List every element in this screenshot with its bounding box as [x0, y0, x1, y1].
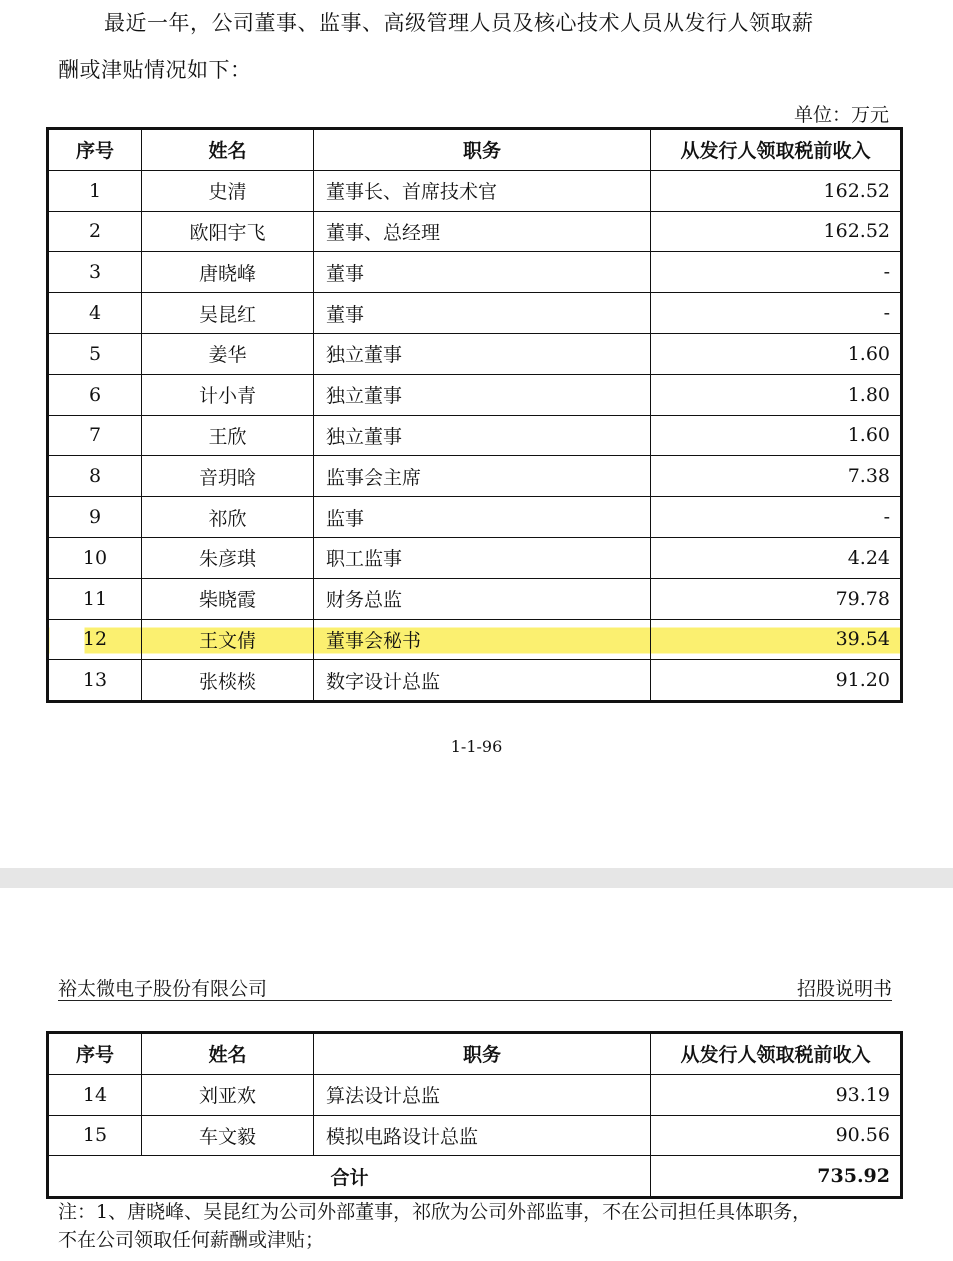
row-amount: 7.38 — [651, 456, 902, 497]
page-number: 1-1-96 — [450, 737, 503, 756]
footnote-line-1: 注：1、唐晓峰、吴昆红为公司外部董事，祁欣为公司外部监事，不在公司担任具体职务， — [58, 1201, 812, 1223]
row-amount: 4.24 — [651, 537, 902, 578]
row-amount: - — [651, 497, 902, 538]
table-row — [48, 211, 902, 252]
table-row — [48, 374, 902, 415]
total-amount: 735.92 — [651, 1156, 902, 1198]
row-no: 1 — [48, 170, 142, 211]
table-row — [48, 497, 902, 538]
intro-line-2: 酬或津贴情况如下： — [58, 58, 252, 82]
table-row — [48, 578, 902, 619]
row-position: 董事、总经理 — [314, 211, 651, 252]
row-name: 朱彦琪 — [142, 537, 314, 578]
table-row — [48, 170, 902, 211]
row-name: 王欣 — [142, 415, 314, 456]
table-row — [48, 1115, 902, 1156]
row-amount: 162.52 — [651, 211, 902, 252]
row-name: 史清 — [142, 170, 314, 211]
row-position: 独立董事 — [314, 415, 651, 456]
compensation-table — [46, 127, 903, 703]
total-label: 合计 — [48, 1156, 651, 1198]
row-position: 董事长、首席技术官 — [314, 170, 651, 211]
row-position: 独立董事 — [314, 374, 651, 415]
header-name: 姓名 — [142, 1033, 314, 1075]
row-no: 4 — [48, 293, 142, 334]
row-amount: 162.52 — [651, 170, 902, 211]
page-header — [58, 974, 892, 1001]
row-name: 姜华 — [142, 333, 314, 374]
row-amount: 79.78 — [651, 578, 902, 619]
row-position: 算法设计总监 — [314, 1074, 651, 1115]
row-no: 5 — [48, 333, 142, 374]
row-no: 15 — [48, 1115, 142, 1156]
company-name: 裕太微电子股份有限公司 — [58, 978, 268, 1000]
footnote-line-2: 不在公司领取任何薪酬或津贴； — [58, 1229, 325, 1251]
table-row — [48, 252, 902, 293]
row-amount: 93.19 — [651, 1074, 902, 1115]
table-row — [48, 537, 902, 578]
header-position: 职务 — [314, 129, 651, 171]
row-position: 独立董事 — [314, 333, 651, 374]
total-row — [48, 1156, 902, 1198]
header-no: 序号 — [48, 1033, 142, 1075]
row-name: 张棪棪 — [142, 660, 314, 702]
row-name: 计小青 — [142, 374, 314, 415]
row-name: 吴昆红 — [142, 293, 314, 334]
row-no: 11 — [48, 578, 142, 619]
row-position: 财务总监 — [314, 578, 651, 619]
header-name: 姓名 — [142, 129, 314, 171]
row-amount: 39.54 — [651, 619, 902, 660]
header-no: 序号 — [48, 129, 142, 171]
row-name: 王文倩 — [142, 619, 314, 660]
document-page-2 — [0, 888, 953, 1261]
row-amount: - — [651, 252, 902, 293]
unit-label: 单位：万元 — [793, 104, 889, 126]
header-amount: 从发行人领取税前收入 — [651, 1033, 902, 1075]
row-no: 13 — [48, 660, 142, 702]
row-position: 董事 — [314, 293, 651, 334]
row-no: 14 — [48, 1074, 142, 1115]
row-amount: 1.60 — [651, 415, 902, 456]
row-no: 3 — [48, 252, 142, 293]
row-amount: 90.56 — [651, 1115, 902, 1156]
row-name: 车文毅 — [142, 1115, 314, 1156]
row-amount: - — [651, 293, 902, 334]
row-name: 柴晓霞 — [142, 578, 314, 619]
row-no: 6 — [48, 374, 142, 415]
row-no: 2 — [48, 211, 142, 252]
row-amount: 1.80 — [651, 374, 902, 415]
row-amount: 91.20 — [651, 660, 902, 702]
table-row — [48, 660, 902, 702]
row-position: 董事会秘书 — [314, 619, 651, 660]
row-name: 唐晓峰 — [142, 252, 314, 293]
row-position: 董事 — [314, 252, 651, 293]
row-position: 监事会主席 — [314, 456, 651, 497]
row-position: 数字设计总监 — [314, 660, 651, 702]
page-separator — [0, 868, 953, 888]
row-no: 7 — [48, 415, 142, 456]
row-name: 欧阳宇飞 — [142, 211, 314, 252]
table-header-row — [48, 129, 902, 171]
table-row — [48, 619, 902, 660]
table-header-row — [48, 1033, 902, 1075]
table-row — [48, 293, 902, 334]
intro-paragraph — [58, 0, 894, 94]
table-row — [48, 333, 902, 374]
row-no: 8 — [48, 456, 142, 497]
header-amount: 从发行人领取税前收入 — [651, 129, 902, 171]
row-position: 监事 — [314, 497, 651, 538]
table-row — [48, 456, 902, 497]
document-type: 招股说明书 — [796, 978, 892, 1000]
row-name: 音玥晗 — [142, 456, 314, 497]
footnote — [58, 1198, 898, 1254]
row-name: 刘亚欢 — [142, 1074, 314, 1115]
row-no: 12 — [48, 619, 142, 660]
row-amount: 1.60 — [651, 333, 902, 374]
header-position: 职务 — [314, 1033, 651, 1075]
intro-line-1: 最近一年，公司董事、监事、高级管理人员及核心技术人员从发行人领取薪 — [104, 11, 814, 35]
row-no: 9 — [48, 497, 142, 538]
row-no: 10 — [48, 537, 142, 578]
row-position: 模拟电路设计总监 — [314, 1115, 651, 1156]
row-name: 祁欣 — [142, 497, 314, 538]
compensation-table-continued — [46, 1031, 903, 1199]
table-row — [48, 1074, 902, 1115]
row-position: 职工监事 — [314, 537, 651, 578]
table-row — [48, 415, 902, 456]
